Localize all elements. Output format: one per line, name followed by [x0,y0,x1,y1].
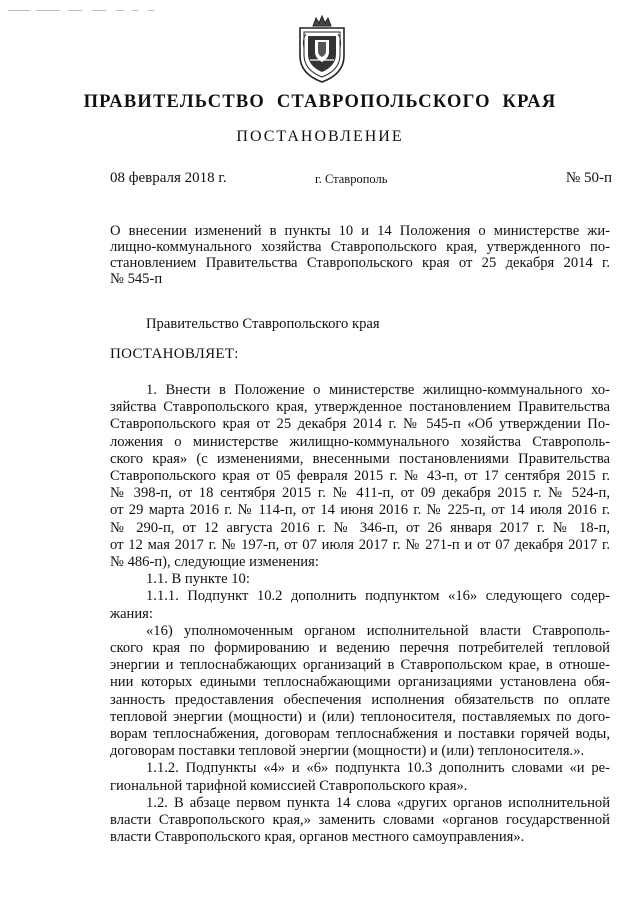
body-line: гиональной тарифной комиссией Ставропольского края». [110,777,468,794]
body-line: ворам теплоснабжения, договорам теплоснабжения и поставки горячей воды, [110,726,610,743]
body-line: № 486-п), следующие изменения: [110,554,319,571]
subject-line: О внесении изменений в пункты 10 и 14 Положения о министерстве жи- [110,223,610,239]
body-line: занность предоставления обеспечения исполнения обязательств по оплате [110,691,610,708]
coat-of-arms-icon [296,12,348,84]
subject-line: № 545-п [110,271,163,287]
document-city: г. Ставрополь [315,172,388,186]
body-line: «16) уполномоченным органом исполнительной власти Ставрополь- [146,622,610,639]
body-line: энергии и теплоснабжающих организаций в Ставропольском крае, в отноше- [110,657,610,674]
body-line: власти Ставропольского края, органов местного самоуправления». [110,829,525,846]
body-line: договорам поставки тепловой энергии (мощности) и (или) теплоносителя.». [110,743,585,760]
subject-line: становлением Правительства Ставропольского края от 25 декабря 2014 г. [110,255,610,271]
body-line: от 12 мая 2017 г. № 197-п, от 07 июля 2017 г. № 271-п и от 07 декабря 2017 г. [110,536,610,553]
document-type: ПОСТАНОВЛЕНИЕ [236,128,404,145]
body-line: ского края по формированию и ведению перечня потребителей тепловой [110,640,610,657]
document-subject [110,223,610,287]
body-line: тепловой энергии (мощности) и (или) теплоносителя, поставляемых по дого- [110,708,610,725]
body-line: ложения о министерстве жилищно-коммунального хозяйства Ставрополь- [110,433,610,450]
document-body [110,382,610,846]
body-line: № 290-п, от 12 августа 2016 г. № 346-п, от 26 января 2017 г. № 18-п, [110,519,610,536]
body-line: Ставропольского края от 05 февраля 2015 г. № 43-п, от 17 сентября 2015 г. [110,468,610,485]
government-title: ПРАВИТЕЛЬСТВО СТАВРОПОЛЬСКОГО КРАЯ [83,92,557,112]
body-line: № 398-п, от 18 сентября 2015 г. № 411-п, от 09 декабря 2015 г. № 524-п, [110,485,610,502]
body-line: 1. Внести в Положение о министерстве жилищно-коммунального хо- [146,382,610,398]
body-line: 1.1. В пункте 10: [146,571,250,588]
document-date: 08 февраля 2018 г. [110,170,227,186]
document-number: № 50-п [565,170,612,186]
resolves-heading: ПОСТАНОВЛЯЕТ: [110,346,239,362]
body-line: зяйства Ставропольского края, утвержденное постановлением Правительства [110,399,610,416]
body-line: 1.2. В абзаце первом пункта 14 слова «других органов исполнительной [146,794,610,811]
body-line: 1.1.1. Подпункт 10.2 дополнить подпунктом «16» следующего содер- [146,588,610,605]
body-line: Ставропольского края от 25 декабря 2014 г. № 545-п «Об утверждении По- [110,416,610,433]
scan-artifact-line [8,9,178,12]
body-line: власти Ставропольского края,» заменить словами «органов государственной [110,812,610,829]
body-line: ского края» (с изменениями, внесенными постановлениями Правительства [110,450,610,467]
body-line: нии которых едиными теплоснабжающими организациями установлена обя- [110,674,610,691]
subject-line: лищно-коммунального хозяйства Ставропольского края, утвержденного по- [110,239,610,255]
body-line: жания: [110,605,153,622]
authority-line: Правительство Ставропольского края [146,316,380,332]
body-line: от 29 марта 2016 г. № 114-п, от 14 июня 2016 г. № 225-п, от 14 июля 2016 г. [110,502,610,519]
body-line: 1.1.2. Подпункты «4» и «6» подпункта 10.3 дополнить словами «и ре- [146,760,610,777]
